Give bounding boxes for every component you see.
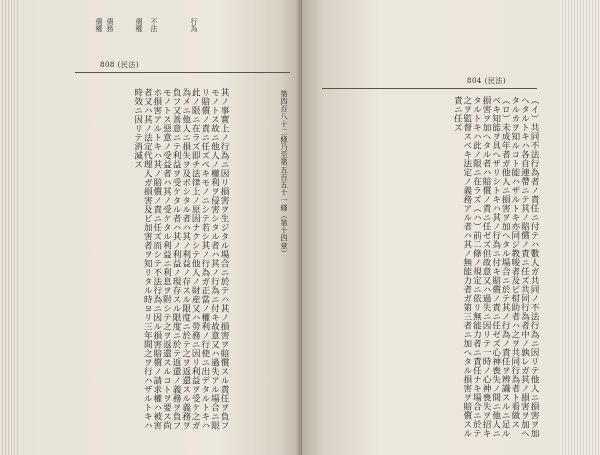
left-column-heading: 第四百八十二條乃至第五百五十一條（第十四章）	[280, 90, 289, 258]
left-header-rule	[75, 72, 290, 73]
right-page	[302, 0, 560, 455]
book-edge-left	[0, 0, 20, 455]
left-header-label-3: 債權	[135, 18, 143, 32]
left-page-body: 其ノ事實上ノ行為ニ因リ損害ヲ生ジタル場合ニ於テハ其ノ損害ヲ賠償スル責任ヲ負フモノトス故ニ他人ノ權利ヲ侵害シタル者ハ其ノ行為ニ付キ故意又ハ過失アル場合ニ限リ賠償ノ責ニ任ズベキモノニシテ若シ其ノ行為ガ正當ノ權利ノ行使ニ出デタルトキハ此ノ限ニ在ラズ即チ法律上ノ原因ナクシテ他人ノ財産又ハ勞務ニ因リ利益ヲ受ケ之ガ為メニ他人ニ損失ヲ及ボシタル者ハ其ノ利益ノ存スル限度ニ於テ之ヲ返還スル義務ヲ負フ又善意ニテ利益ヲ受ケタル者ハ其ノ利益ノ現存スル限度ニ於テ返還ノ義務ヲ負フモノトス惡意ノ受益者ハ其ノ受ケタル利益ニ利息ヲ附シテ之ヲ返還スルコトヲ要ス尚ホ損害アルトキハ其ノ賠償ノ責ニ任ズ而シテ不法行為ニ因ル損害賠償ノ請求權ハ被害者又ハ其ノ法定代理人ガ損害及ビ加害者ヲ知リタル時ヨリ三年間之ヲ行ハザルトキハ時效ニ因リテ消滅ス	[132, 88, 229, 430]
left-header-label-4: 不法	[150, 18, 158, 32]
left-header-label-2: 債務	[106, 18, 114, 32]
book-edge-right	[560, 0, 600, 455]
left-page-number: 808 (民法)	[100, 61, 140, 69]
left-page	[20, 0, 302, 455]
right-header-rule	[322, 88, 537, 89]
right-page-body: （イ）共同不法行為者ノ責任ニ付テハ數人ガ共同ノ不法行為ニ因リテ他人ニ損害ヲ加ヘタルトキハ各自連帶ニテ其ノ賠償ノ責ニ任ズ共同行為者中ノ孰レガ其ノ損害ヲ加ヘタルカヲ知ルコト能ハザルトキ亦同ジ教唆者及ビ幇助者ハ之ヲ共同行為者ト看做ス（ロ）未成年者ガ他人ニ損害ヲ加ヘタル場合ニ於テ其ノ行為ノ責任ヲ辨識スルニ足ルベキ知能ヲ具ヘザリシトキハ其ノ行為ニ付キ賠償ノ責ニ任ゼズ心神喪失ノ間ニ他人ニ損害ヲ加ヘタル者ハ賠償ノ責ニ任ゼズ但故意又ハ過失ニ因リテ一時ノ心神喪失ヲ招キタルトキハ此ノ限ニ在ラズ（ハ）前二條ノ規定ニ依リ無能力者ニ責任ナキ場合ニ於テ之ヲ監督スベキ法定ノ義務アル者ハ其ノ無能力者ガ第三者ニ加ヘタル損害ヲ賠償スル責ニ任ズ	[452, 96, 539, 438]
left-header-label-5: 行為	[190, 18, 198, 32]
right-page-number: 804 (民法)	[467, 77, 507, 85]
left-header-label-1: 債權	[95, 18, 103, 32]
